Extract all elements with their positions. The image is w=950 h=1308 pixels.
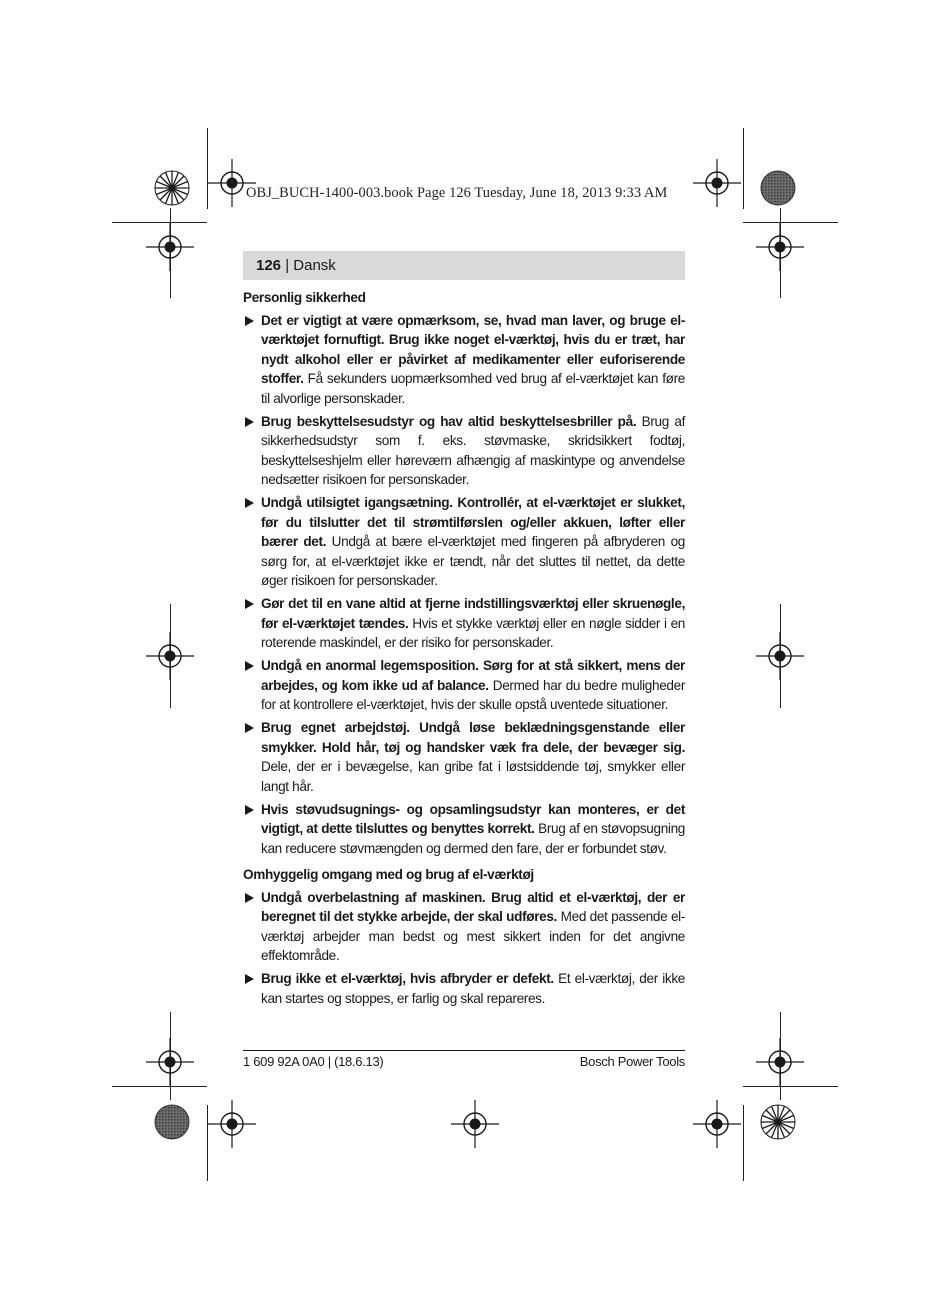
item-text: Et el-værktøj, der ikke kan startes og stoppes, er farlig og skal repareres. [261,971,685,1006]
crosshair-left-middle [146,632,194,680]
crosshair-right-upper [756,223,804,271]
crosshair-left-lower [146,1038,194,1086]
item-bold-text: Gør det til en vane altid at fjerne indstillingsværktøj eller skruenøgle, før el-værktøjet tændes. [261,596,685,631]
item-bold-text: Brug beskyttelsesudstyr og hav altid beskyttelsesbriller på. [261,413,637,429]
bullet-arrow-icon [245,599,254,609]
gray-disc-bottom-left [155,1105,189,1139]
print-slug-line: OBJ_BUCH-1400-003.book Page 126 Tuesday, June 18, 2013 9:33 AM [246,185,668,201]
footer-rule [243,1050,685,1051]
crosshair-right-lower [756,1038,804,1086]
section-title: Omhyggelig omgang med og brug af el-værktøj [243,867,534,882]
list-item [243,800,685,859]
item-bold-text: Undgå en anormal legemsposition. Sørg for at stå sikkert, mens der arbejdes, og kom ikke ud af balance. [261,658,685,693]
list-item [243,718,685,796]
crosshair-bottom-center [451,1100,499,1148]
bullet-arrow-icon [245,805,254,815]
bullet-arrow-icon [245,723,254,733]
item-text: Dermed har du bedre muligheder for at kontrollere el-værktøjet, hvis der skulle opstå uventede situationer. [261,677,686,712]
footer-brand: Bosch Power Tools [579,1054,685,1069]
gray-disc-top-right [761,171,795,205]
item-bold-text: Undgå utilsigtet igangsætning. Kontrollér, at el-værktøjet er slukket, før du tilslutter det til strømtilførslen og/eller akkuen, løfter eller bærer det. [261,495,685,549]
item-text: Undgå at bære el-værktøjet med fingeren på afbryderen og sørg for, at el-værktøjet ikke er tændt, når det sluttes til nettet, da dette øger risikoen for personskader. [261,534,685,588]
list-item [243,412,685,490]
starburst-bottom-right [761,1105,795,1139]
crosshair-bottom-left [208,1100,256,1148]
bullet-arrow-icon [245,661,254,671]
section-careful-use [243,865,685,1008]
item-text: Brug af en støvopsugning kan reducere støvmængden og dermed den fare, der er forbundet støv. [261,821,685,856]
bullet-arrow-icon [245,316,254,326]
crosshair-bottom-right [693,1100,741,1148]
footer-document-number: 1 609 92A 0A0 | (18.6.13) [243,1054,384,1069]
bullet-arrow-icon [245,893,254,903]
starburst-top-left [155,171,189,205]
section-title: Personlig sikkerhed [243,290,366,305]
bullet-arrow-icon [245,417,254,427]
page-number: 126 [256,257,282,274]
list-item [243,888,685,966]
list-item [243,656,685,715]
item-text: Hvis et stykke værktøj eller en nøgle sidder i en roterende maskindel, er der risiko for personskader. [261,615,685,650]
header-language: Dansk [293,257,336,274]
bullet-arrow-icon [245,498,254,508]
header-separator: | [281,257,294,274]
bullet-arrow-icon [245,974,254,984]
page-content [243,288,685,1012]
list-item [243,969,685,1008]
item-text: Brug af sikkerhedsudstyr som f. eks. støvmaske, skridsikkert fodtøj, beskyttelseshjelm eller høreværn afhængig af maskintype og anvendelse nedsætter risikoen for personskader. [261,413,685,487]
list-item [243,311,685,409]
item-text: Med det passende el-værktøj arbejder man bedst og mest sikkert inden for det angivne effektområde. [261,909,686,963]
item-text: Få sekunders uopmærksomhed ved brug af el-værktøjet kan føre til alvorlige personskader. [261,371,685,406]
crosshair-left-upper [146,223,194,271]
list-item [243,594,685,653]
item-bold-text: Hvis støvudsugnings- og opsamlingsudstyr kan monteres, er det vigtigt, at dette tilsluttes og benyttes korrekt. [261,801,685,836]
crosshair-right-middle [756,632,804,680]
section-personal-safety [243,288,685,858]
page-header-bar [243,251,685,280]
item-bold-text: Brug egnet arbejdstøj. Undgå løse beklædningsgenstande eller smykker. Hold hår, tøj og handsker væk fra dele, der bevæger sig. [261,720,685,755]
item-bold-text: Det er vigtigt at være opmærksom, se, hvad man laver, og bruge el-værktøjet fornuftigt. Brug ikke noget el-værktøj, hvis du er træt, har nydt alkohol eller er påvirket af medikamenter eller euforiserende stoffer. [261,312,685,386]
item-text: Dele, der er i bevægelse, kan gribe fat i løstsiddende tøj, smykker eller langt hår. [261,759,685,794]
list-item [243,493,685,591]
item-bold-text: Brug ikke et el-værktøj, hvis afbryder er defekt. [261,971,554,986]
item-bold-text: Undgå overbelastning af maskinen. Brug altid et el-værktøj, der er beregnet til det stykke arbejde, der skal udføres. [261,889,685,924]
